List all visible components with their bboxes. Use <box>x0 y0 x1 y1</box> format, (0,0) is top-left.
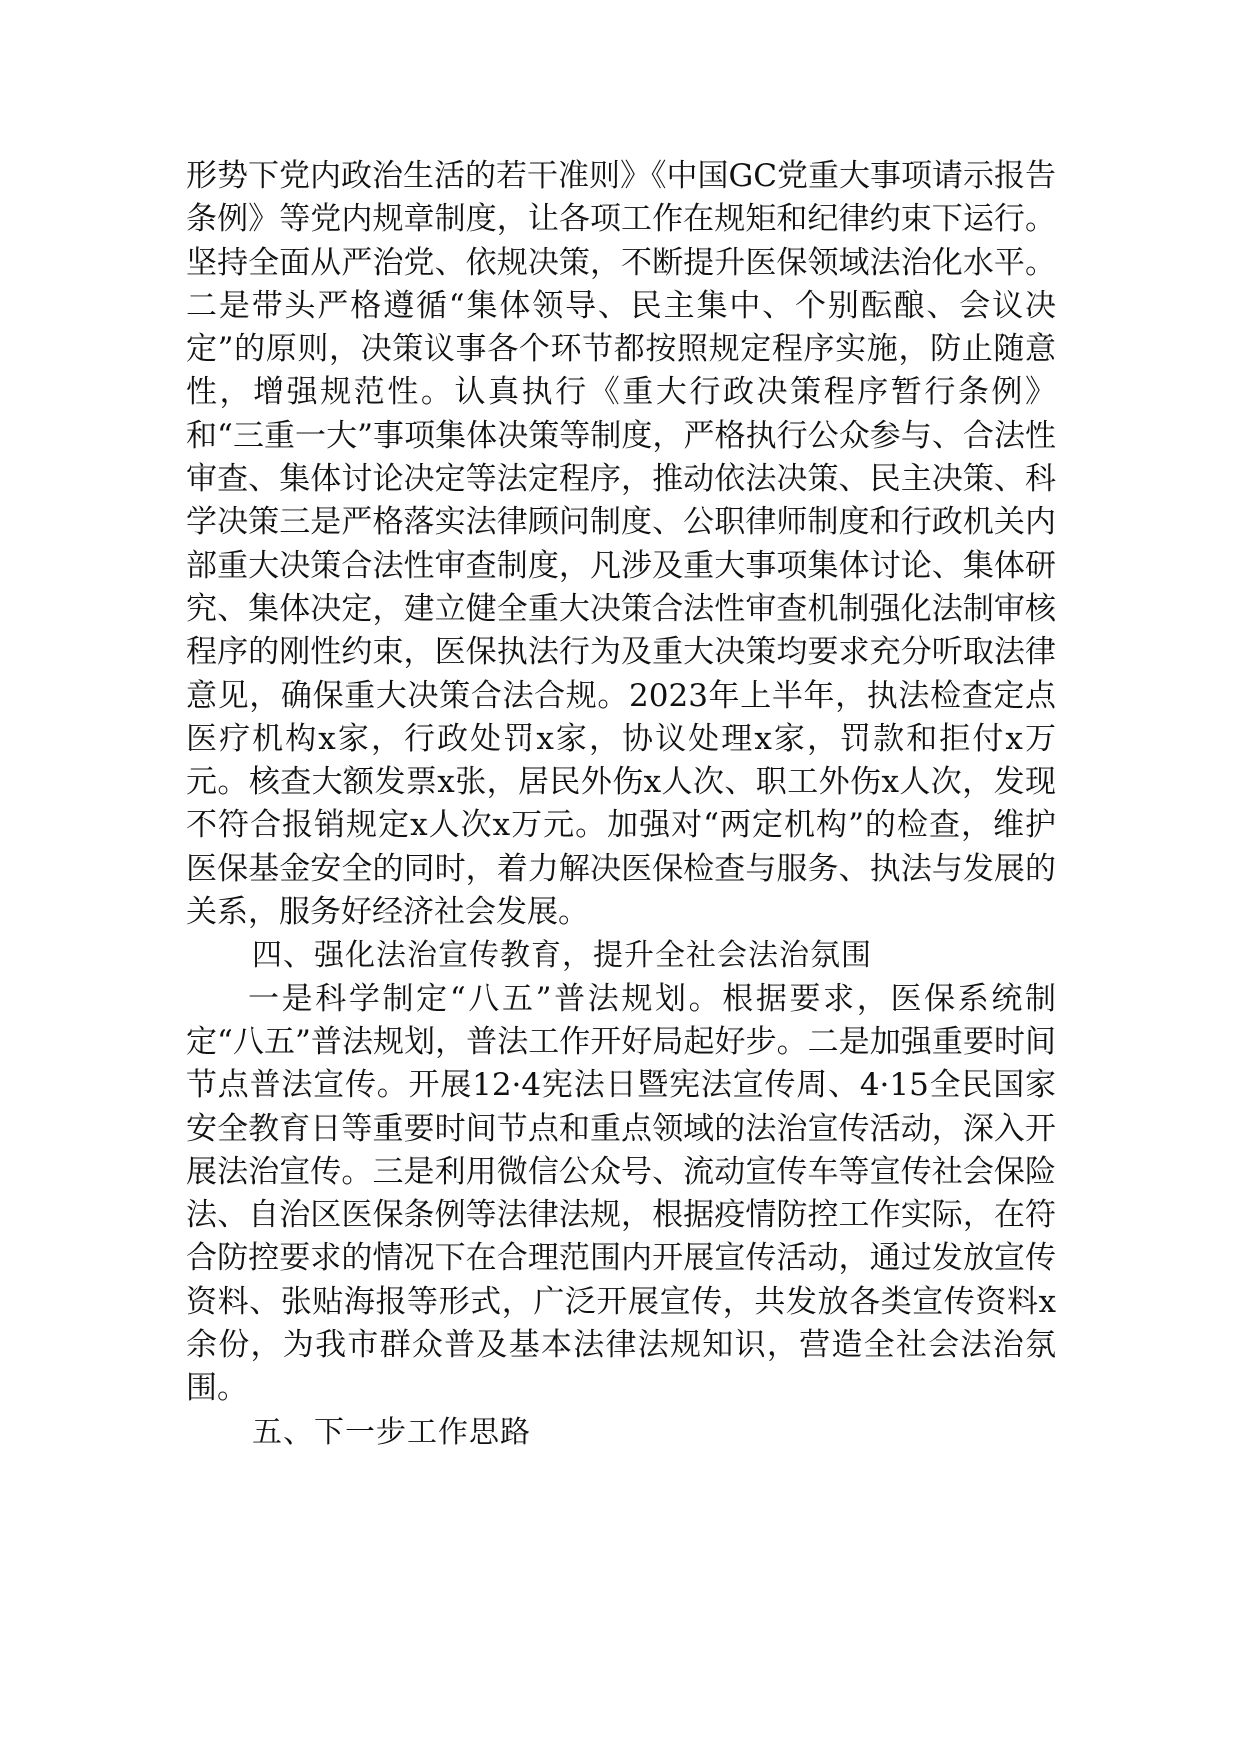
document-body <box>186 155 1056 1454</box>
section-heading-four: 四、强化法治宣传教育，提升全社会法治氛围 <box>252 938 872 974</box>
paragraph-legal-decision-making: 形势下党内政治生活的若干准则》《中国GC党重大事项请示报告条例》等党内规章制度，让各项工作在规矩和纪律约束下运行。坚持全面从严治党、依规决策，不断提升医保领域法治化水平。二是带头严格遵循“集体领导、民主集中、个别酝酿、会议决定”的原则，决策议事各个环节都按照规定程序实施，防止随意性，增强规范性。认真执行《重大行政决策程序暂行条例》和“三重一大”事项集体决策等制度，严格执行公众参与、合法性审查、集体讨论决定等法定程序，推动依法决策、民主决策、科学决策三是严格落实法律顾问制度、公职律师制度和行政机关内部重大决策合法性审查制度，凡涉及重大事项集体讨论、集体研究、集体决定，建立健全重大决策合法性审查机制强化法制审核程序的刚性约束，医保执法行为及重大决策均要求充分听取法律意见，确保重大决策合法合规。2023年上半年，执法检查定点医疗机构x家，行政处罚x家，协议处理x家，罚款和拒付x万元。核查大额发票x张，居民外伤x人次、职工外伤x人次，发现不符合报销规定x人次x万元。加强对“两定机构”的检查，维护医保基金安全的同时，着力解决医保检查与服务、执法与发展的关系，服务好经济社会发展。 <box>186 158 1056 931</box>
paragraph-legal-publicity: 一是科学制定“八五”普法规划。根据要求，医保系统制定“八五”普法规划，普法工作开好局起好步。二是加强重要时间节点普法宣传。开展12·4宪法日暨宪法宣传周、4·15全民国家安全教育日等重要时间节点和重点领域的法治宣传活动，深入开展法治宣传。三是利用微信公众号、流动宣传车等宣传社会保险法、自治区医保条例等法律法规，根据疫情防控工作实际，在符合防控要求的情况下在合理范围内开展宣传活动，通过发放宣传资料、张贴海报等形式，广泛开展宣传，共发放各类宣传资料x余份，为我市群众普及基本法律法规知识，营造全社会法治氛围。 <box>186 980 1056 1407</box>
section-heading-five: 五、下一步工作思路 <box>252 1414 531 1450</box>
